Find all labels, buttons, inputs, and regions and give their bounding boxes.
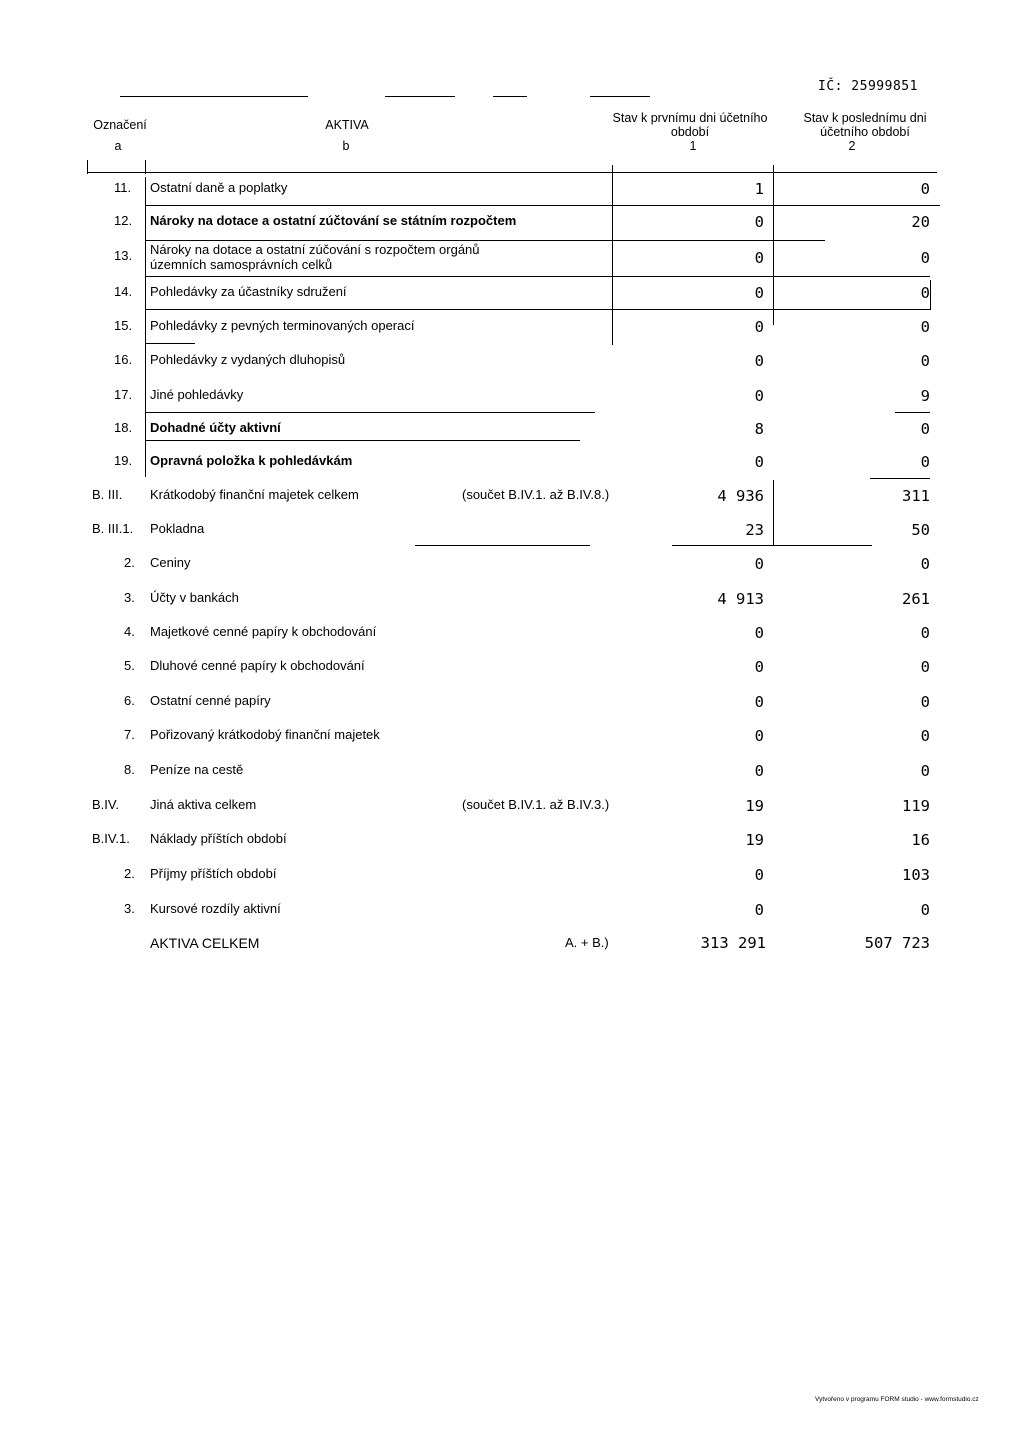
row-value-closing: 9 xyxy=(920,387,930,405)
row-id: 2. xyxy=(124,555,135,570)
value-column-rule xyxy=(930,280,931,310)
row-value-opening: 0 xyxy=(754,727,764,745)
row-label: AKTIVA CELKEM xyxy=(150,935,260,951)
label-column-rule xyxy=(145,177,146,477)
row-divider xyxy=(145,440,580,441)
row-label: Pokladna xyxy=(150,521,205,536)
row-value-closing: 261 xyxy=(902,590,930,608)
subheader-b: b xyxy=(342,139,350,153)
row-label: Kursové rozdíly aktivní xyxy=(150,901,281,916)
row-value-opening: 0 xyxy=(754,866,764,884)
row-value-opening: 0 xyxy=(754,901,764,919)
row-value-opening: 4 936 xyxy=(717,487,764,505)
row-value-closing: 50 xyxy=(911,521,930,539)
row-value-closing: 16 xyxy=(911,831,930,849)
header-tick xyxy=(87,160,88,174)
row-divider xyxy=(145,343,195,344)
row-value-closing: 0 xyxy=(920,624,930,642)
row-value-closing: 0 xyxy=(920,352,930,370)
row-id: 19. xyxy=(114,453,133,468)
row-note: A. + B.) xyxy=(565,935,609,950)
row-id: 2. xyxy=(124,866,135,881)
row-label: Opravná položka k pohledávkám xyxy=(150,453,353,468)
row-label: Nároky na dotace a ostatní zúčování s rozpočtem orgánů územních samosprávních celků xyxy=(150,242,480,272)
value-column-rule xyxy=(773,165,774,325)
row-label: Majetkové cenné papíry k obchodování xyxy=(150,624,377,639)
footer-credit: Vytvořeno v programu FORM studio - www.formstudio.cz xyxy=(815,1396,979,1403)
header-rule xyxy=(120,96,308,97)
row-note: (součet B.IV.1. až B.IV.3.) xyxy=(462,797,610,812)
value-column-rule xyxy=(612,165,613,345)
column-header-assets: AKTIVA xyxy=(325,118,369,132)
subheader-a: a xyxy=(114,139,122,153)
row-label: Dohadné účty aktivní xyxy=(150,420,281,435)
row-id: 13. xyxy=(114,248,133,263)
row-value-opening: 0 xyxy=(754,387,764,405)
row-value-closing: 0 xyxy=(920,727,930,745)
row-divider xyxy=(145,205,940,206)
row-id: 5. xyxy=(124,658,135,673)
row-id: 18. xyxy=(114,420,133,435)
row-value-closing: 0 xyxy=(920,658,930,676)
row-id: 8. xyxy=(124,762,135,777)
subheader-2: 2 xyxy=(848,139,856,153)
row-label: Ceniny xyxy=(150,555,191,570)
row-divider xyxy=(870,478,930,479)
row-id: 12. xyxy=(114,213,133,228)
row-label: Pohledávky za účastníky sdružení xyxy=(150,284,347,299)
row-id: 16. xyxy=(114,352,133,367)
row-divider xyxy=(895,412,930,413)
column-header-closing: Stav k poslednímu dni účetního období xyxy=(803,111,927,139)
row-value-closing: 0 xyxy=(920,453,930,471)
row-label: Pohledávky z pevných terminovaných operací xyxy=(150,318,415,333)
row-divider xyxy=(415,545,590,546)
row-value-closing: 0 xyxy=(920,762,930,780)
row-id: B. III.1. xyxy=(92,521,134,536)
row-value-closing: 119 xyxy=(902,797,930,815)
row-label: Náklady příštích období xyxy=(150,831,287,846)
row-value-opening: 0 xyxy=(754,284,764,302)
row-value-opening: 0 xyxy=(754,624,764,642)
row-id: 14. xyxy=(114,284,133,299)
row-value-closing: 0 xyxy=(920,249,930,267)
row-label: Jiné pohledávky xyxy=(150,387,244,402)
row-label: Účty v bankách xyxy=(150,590,239,605)
row-value-closing: 20 xyxy=(911,213,930,231)
row-label: Příjmy příštích období xyxy=(150,866,277,881)
row-value-closing: 507 723 xyxy=(864,934,930,952)
row-label: Dluhové cenné papíry k obchodování xyxy=(150,658,365,673)
row-id: 7. xyxy=(124,727,135,742)
row-label: Pohledávky z vydaných dluhopisů xyxy=(150,352,346,367)
row-value-opening: 0 xyxy=(754,213,764,231)
row-value-closing: 0 xyxy=(920,555,930,573)
row-divider xyxy=(145,309,930,310)
row-label: Ostatní cenné papíry xyxy=(150,693,271,708)
column-header-opening: Stav k prvnímu dni účetního období xyxy=(612,111,768,139)
row-id: B. III. xyxy=(92,487,123,502)
row-divider xyxy=(145,412,595,413)
header-rule xyxy=(385,96,455,97)
row-value-opening: 313 291 xyxy=(700,934,766,952)
header-rule xyxy=(590,96,650,97)
row-value-opening: 0 xyxy=(754,318,764,336)
row-value-opening: 23 xyxy=(745,521,764,539)
row-value-closing: 0 xyxy=(920,901,930,919)
row-value-opening: 8 xyxy=(754,420,764,438)
row-label: Nároky na dotace a ostatní zúčtování se státním rozpočtem xyxy=(150,213,517,228)
header-tick xyxy=(145,160,146,174)
row-divider xyxy=(145,240,825,241)
row-value-opening: 0 xyxy=(754,453,764,471)
row-label: Ostatní daně a poplatky xyxy=(150,180,288,195)
row-value-opening: 0 xyxy=(754,555,764,573)
header-rule xyxy=(493,96,527,97)
row-value-closing: 0 xyxy=(920,180,930,198)
row-value-closing: 311 xyxy=(902,487,930,505)
row-value-closing: 103 xyxy=(902,866,930,884)
row-value-opening: 0 xyxy=(754,352,764,370)
row-value-opening: 1 xyxy=(754,180,764,198)
company-id: IČ: 25999851 xyxy=(818,79,918,94)
row-value-closing: 0 xyxy=(920,693,930,711)
row-note: (součet B.IV.1. až B.IV.8.) xyxy=(462,487,610,502)
row-id: 3. xyxy=(124,590,135,605)
row-id: 17. xyxy=(114,387,133,402)
value-column-rule xyxy=(773,480,774,545)
column-header-designation: Označení xyxy=(93,118,147,132)
row-id: B.IV.1. xyxy=(92,831,130,846)
row-value-opening: 19 xyxy=(745,831,764,849)
row-id: B.IV. xyxy=(92,797,119,812)
row-value-opening: 0 xyxy=(754,693,764,711)
row-id: 3. xyxy=(124,901,135,916)
row-label: Pořizovaný krátkodobý finanční majetek xyxy=(150,727,380,742)
header-divider xyxy=(87,172,937,173)
row-value-closing: 0 xyxy=(920,420,930,438)
row-id: 15. xyxy=(114,318,133,333)
row-id: 6. xyxy=(124,693,135,708)
row-value-closing: 0 xyxy=(920,318,930,336)
row-value-opening: 0 xyxy=(754,658,764,676)
row-value-opening: 4 913 xyxy=(717,590,764,608)
row-value-closing: 0 xyxy=(920,284,930,302)
row-label: Jiná aktiva celkem xyxy=(150,797,257,812)
subheader-1: 1 xyxy=(689,139,697,153)
row-label: Peníze na cestě xyxy=(150,762,244,777)
row-id: 11. xyxy=(114,180,132,195)
row-divider xyxy=(145,276,930,277)
row-value-opening: 0 xyxy=(754,249,764,267)
row-divider xyxy=(672,545,872,546)
row-id: 4. xyxy=(124,624,135,639)
row-value-opening: 0 xyxy=(754,762,764,780)
row-value-opening: 19 xyxy=(745,797,764,815)
row-label: Krátkodobý finanční majetek celkem xyxy=(150,487,359,502)
